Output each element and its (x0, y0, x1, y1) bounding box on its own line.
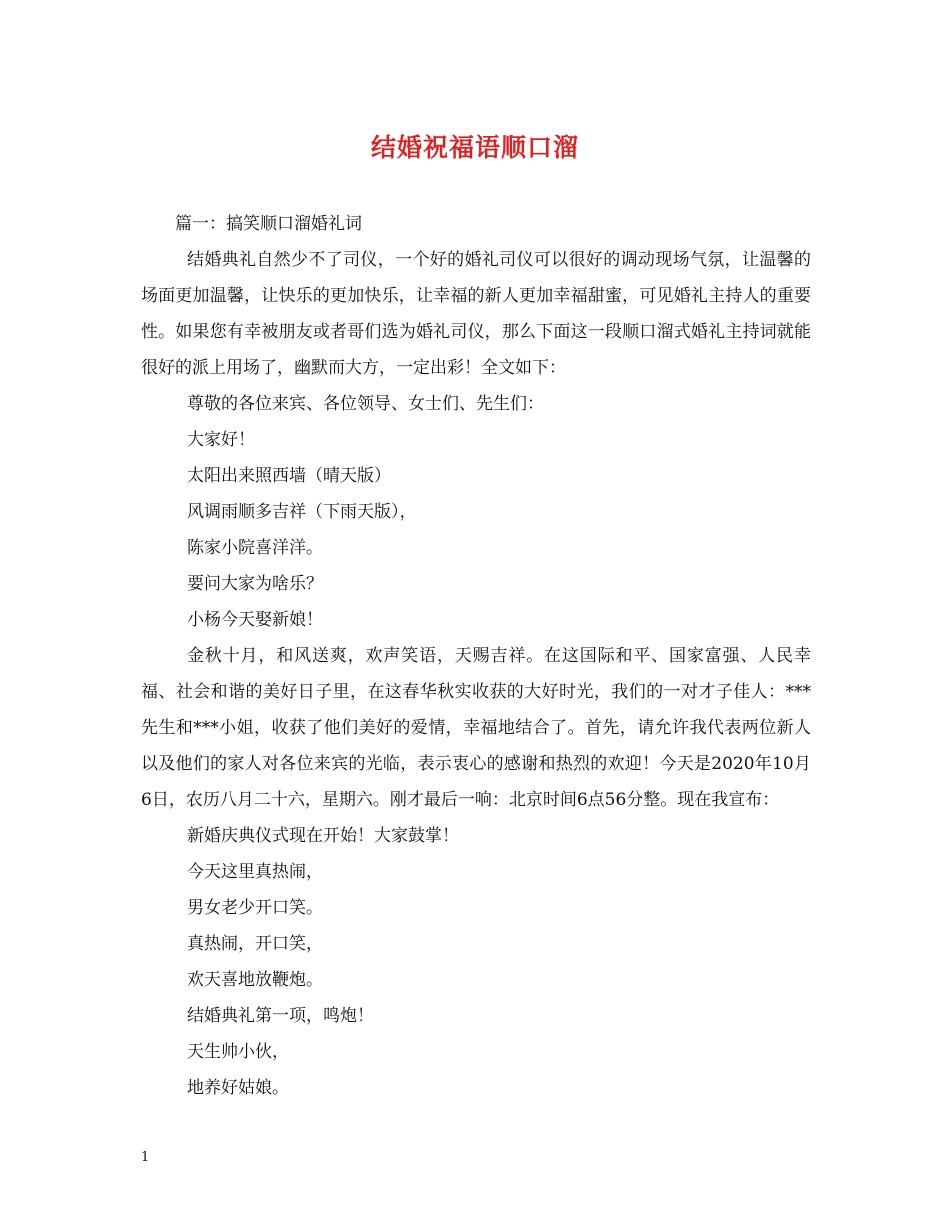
text-line: 太阳出来照西墙（晴天版） (187, 466, 391, 486)
text-line: 真热闹，开口笑， (187, 934, 323, 954)
page-number: 1 (141, 1150, 150, 1165)
text-line: 要问大家为啥乐？ (187, 574, 323, 594)
document-title: 结婚祝福语顺口溜 (370, 133, 579, 162)
text-line: 天生帅小伙， (187, 1042, 289, 1062)
main-paragraph: 金秋十月，和风送爽，欢声笑语，天赐吉祥。在这国际和平、国家富强、人民幸福、社会和谐的美好日子里，在这春华秋实收获的大好时光，我们的一对才子佳人：***先生和***小姐，收获了他们美好的爱情，幸福地结合了。首先，请允许我代表两位新人以及他们的家人对各位来宾的光临，表示衷心的感谢和热烈的欢迎！今天是2020年10月6日，农历八月二十六，星期六。刚才最后一响：北京时间6点56分整。现在我宣布： (141, 646, 811, 810)
text-line: 小杨今天娶新娘！ (187, 610, 323, 630)
text-line: 大家好！ (187, 430, 255, 450)
document-body (141, 206, 811, 1106)
text-line: 结婚典礼第一项，鸣炮！ (187, 1006, 374, 1026)
text-line: 欢天喜地放鞭炮。 (187, 970, 323, 990)
text-line: 地养好姑娘。 (187, 1078, 289, 1098)
section-heading: 篇一：搞笑顺口溜婚礼词 (175, 214, 362, 234)
text-line: 尊敬的各位来宾、各位领导、女士们、先生们： (187, 394, 544, 414)
text-line: 风调雨顺多吉祥（下雨天版）， (187, 502, 417, 522)
text-line: 今天这里真热闹， (187, 862, 323, 882)
intro-paragraph: 结婚典礼自然少不了司仪，一个好的婚礼司仪可以很好的调动现场气氛，让温馨的场面更加温馨，让快乐的更加快乐，让幸福的新人更加幸福甜蜜，可见婚礼主持人的重要性。如果您有幸被朋友或者哥们选为婚礼司仪，那么下面这一段顺口溜式婚礼主持词就能很好的派上用场了，幽默而大方，一定出彩！全文如下： (141, 250, 811, 378)
text-line: 新婚庆典仪式现在开始！大家鼓掌！ (187, 826, 459, 846)
text-line: 男女老少开口笑。 (187, 898, 323, 918)
text-line: 陈家小院喜洋洋。 (187, 538, 323, 558)
